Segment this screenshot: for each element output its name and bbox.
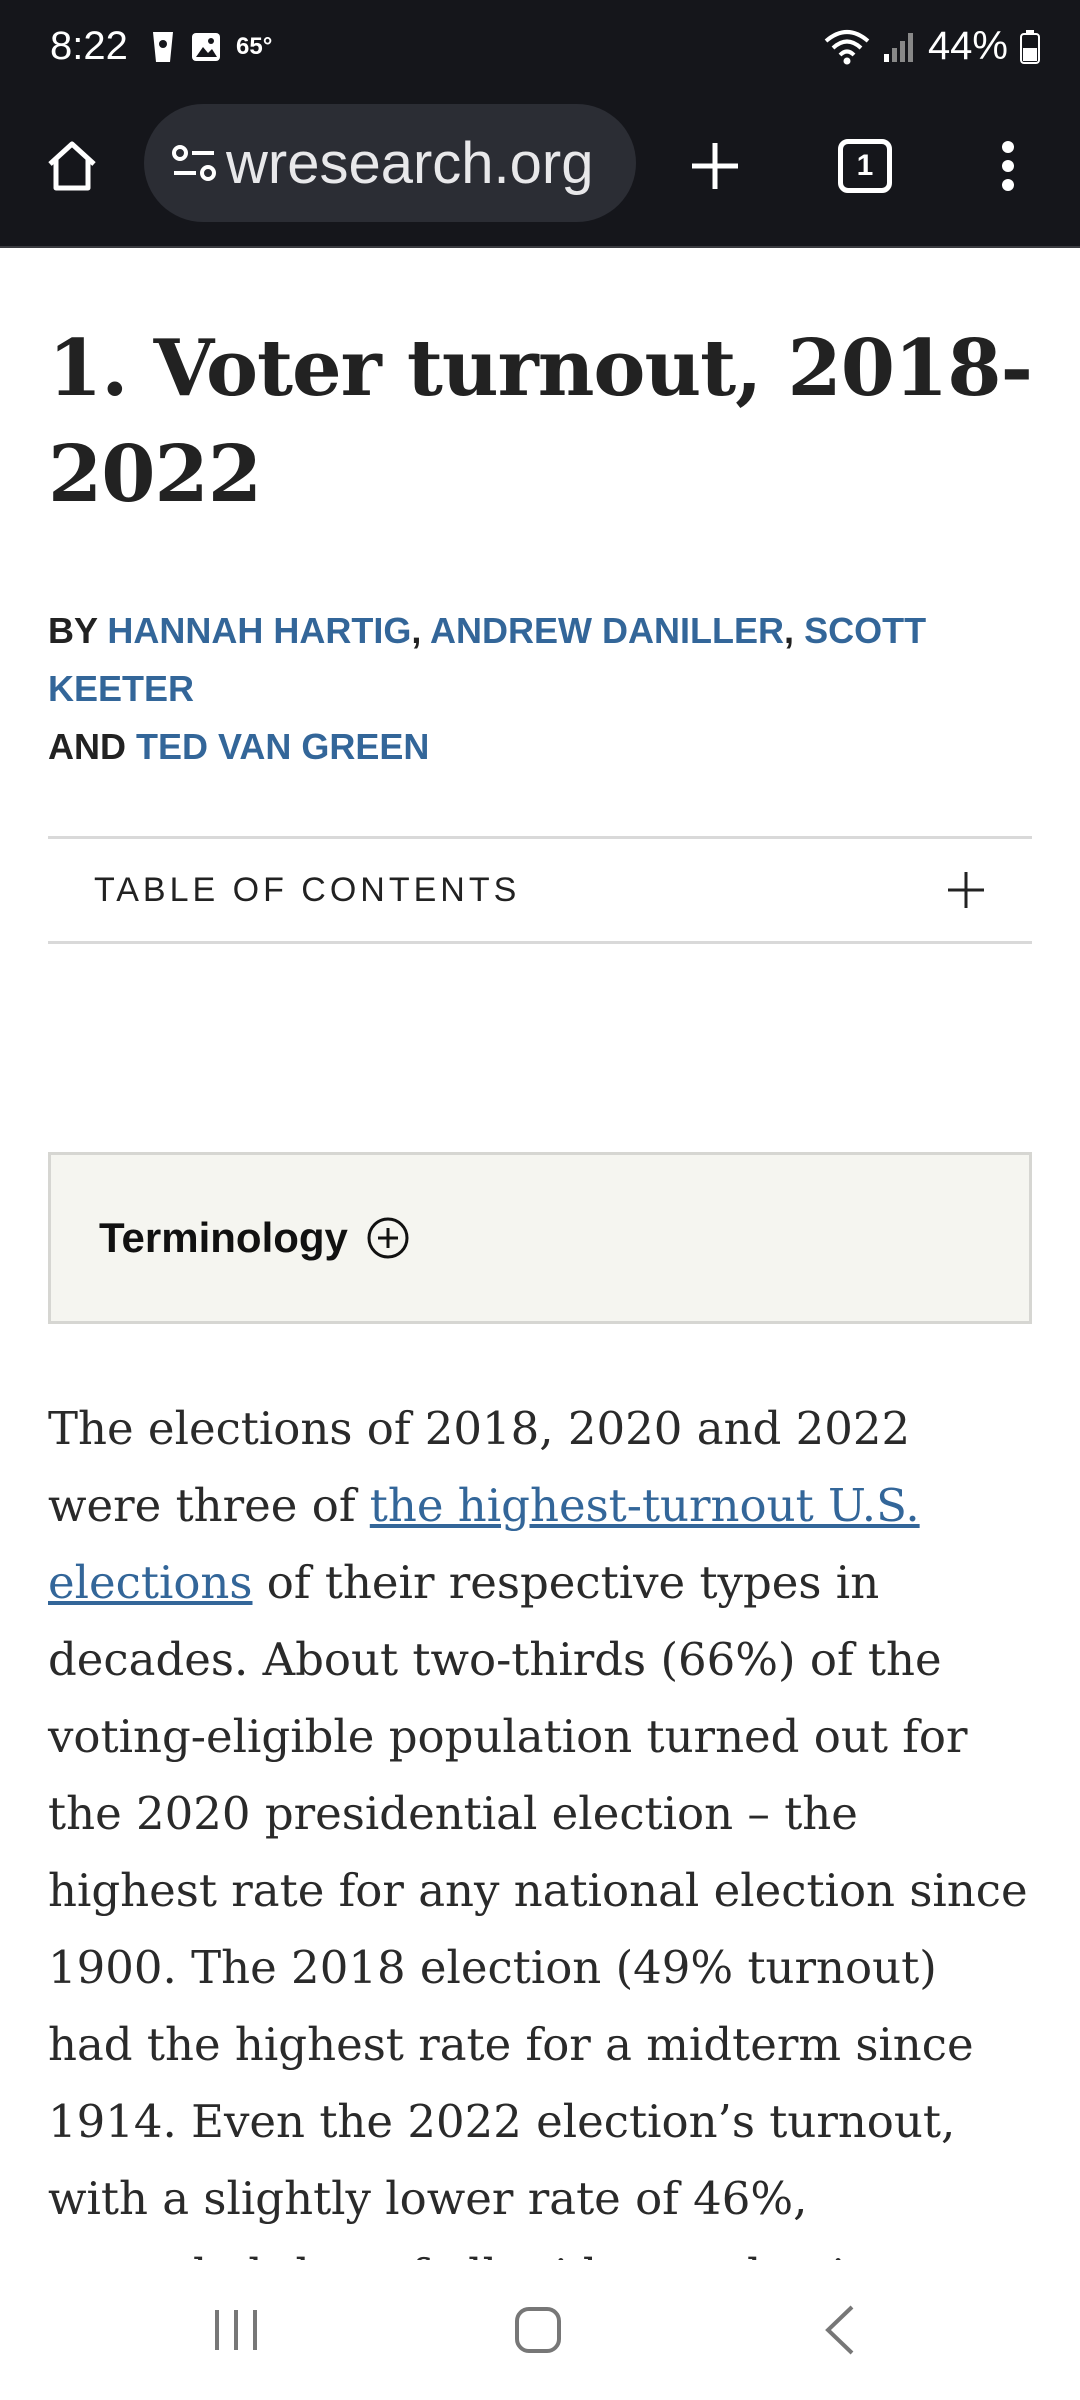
home-icon [44,138,100,194]
article [48,250,1032,2391]
status-bar [0,0,1080,100]
back-button[interactable] [790,2290,890,2370]
terminology-box [48,1152,1032,1324]
expand-circle-plus-icon[interactable] [366,1216,410,1260]
byline-separator: , [784,610,795,651]
wifi-icon [824,29,870,65]
status-temperature: 65° [236,33,273,60]
paragraph-text-1: The elections of 2018, 2020 and 2022 were three of [48,1402,911,1532]
byline [48,602,1032,776]
url-bar[interactable] [144,104,636,222]
notification-icons [150,30,272,64]
more-vert-icon [998,139,1018,193]
recents-icon [211,2306,261,2354]
author-link-andrew-daniller[interactable]: ANDREW DANILLER [430,610,785,651]
author-link-scott-keeter[interactable]: SCOTT KEETER [48,610,927,709]
battery-icon [1020,30,1040,64]
byline-and: AND [48,726,126,767]
table-of-contents-toggle[interactable] [48,836,1032,944]
battery-percentage: 44% [927,24,1008,68]
overflow-menu-button[interactable] [968,126,1048,206]
cup-icon [150,30,176,64]
toc-label: TABLE OF CONTENTS [94,870,521,909]
byline-separator: , [411,610,422,651]
recents-button[interactable] [186,2290,286,2370]
status-time: 8:22 [50,24,128,68]
site-settings-icon[interactable] [166,135,222,191]
author-link-hannah-hartig[interactable]: HANNAH HARTIG [107,610,412,651]
paragraph-text-2: of their respective types in decades. About two-thirds (66%) of the voting-eligible population turned out for the 2020 presidential election – the highest rate for any national election since 1900. The 2018 election (49% turnout) had the highest rate for a midterm since 1914. Even the 2022 election’s turnout, with a slightly lower rate of 46%, [48,1556,1028,2225]
byline-prefix: BY [48,610,98,651]
tab-switcher-button[interactable] [820,126,910,206]
plus-icon [946,870,986,910]
system-nav-bar [0,2260,1080,2400]
system-home-button[interactable] [488,2290,588,2370]
image-icon [190,31,222,63]
page-title: 1. Voter turnout, 2018-2022 [48,323,1032,520]
home-square-icon [513,2305,563,2355]
author-link-ted-van-green[interactable]: TED VAN GREEN [136,726,430,767]
browser-toolbar [0,100,1080,248]
tab-count: 1 [838,139,892,193]
home-button[interactable] [32,126,112,206]
back-chevron-icon [822,2303,858,2357]
signal-icon [882,30,916,64]
article-paragraph [48,1390,1032,2391]
highest-turnout-link[interactable]: the highest-turnout U.S. elections [48,1479,920,1609]
url-text[interactable]: wresearch.org [226,130,594,196]
plus-icon [688,139,742,193]
terminology-label: Terminology [99,1214,348,1261]
status-right [824,24,1040,69]
new-tab-button[interactable] [670,126,760,206]
